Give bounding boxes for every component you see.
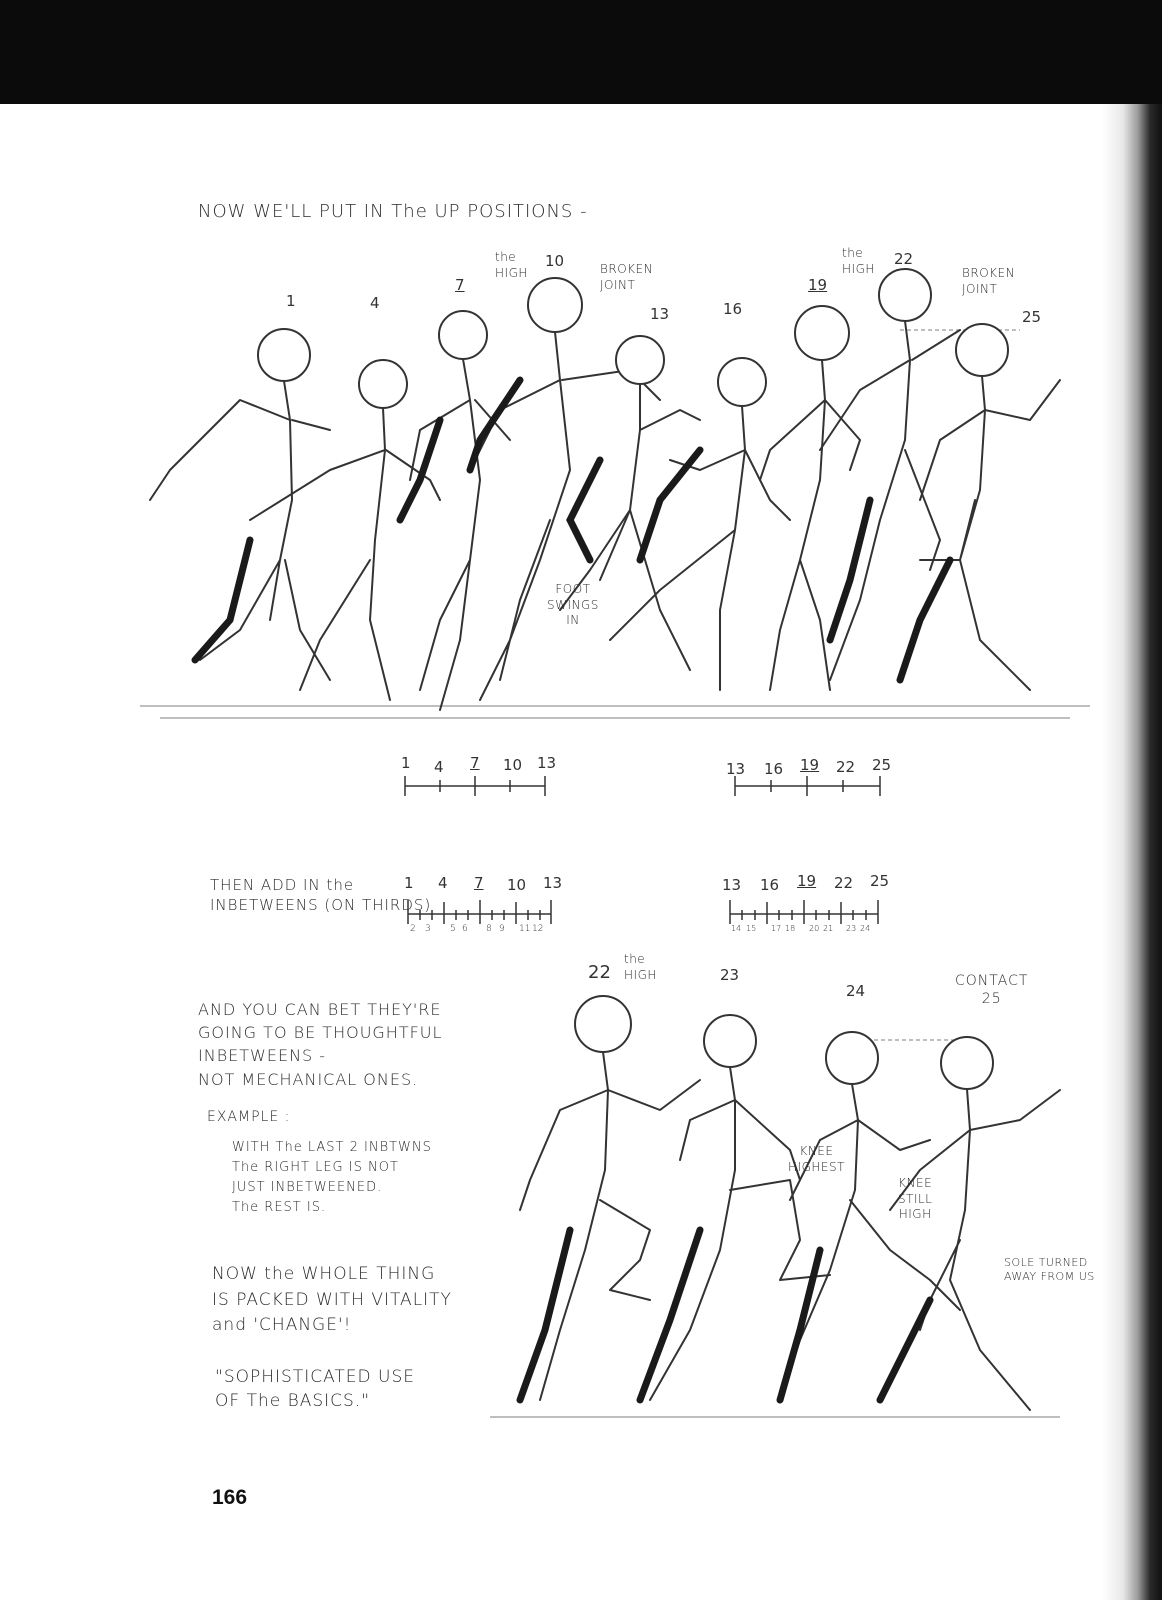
top-walk-figures	[150, 269, 1060, 710]
chart-a-tick-13: 13	[537, 754, 557, 772]
label-broken-joint-a: BROKEN JOINT	[600, 262, 654, 292]
frame-label-10: 10	[545, 252, 565, 270]
timing-chart-a	[405, 776, 545, 796]
bottom-label-contact-25: CONTACT 25	[955, 973, 1029, 1008]
note-example-label: EXAMPLE :	[207, 1109, 291, 1125]
chart-c-tick-7: 7	[474, 874, 484, 892]
page-heading: NOW WE'LL PUT IN The UP POSITIONS -	[198, 201, 588, 222]
label-broken-joint-b: BROKEN JOINT	[962, 266, 1016, 296]
chart-b-tick-16: 16	[764, 760, 784, 778]
chart-c-sub-3: 3	[425, 924, 431, 934]
frame-label-19: 19	[808, 276, 828, 294]
chart-d-sub-24: 24	[860, 924, 871, 933]
chart-d-tick-16: 16	[760, 876, 780, 894]
label-the-high-b: the HIGH	[842, 246, 875, 276]
timing-chart-b	[735, 776, 880, 796]
chart-a-tick-7: 7	[470, 754, 480, 772]
bottom-walk-figures	[520, 996, 1060, 1410]
frame-label-1: 1	[286, 292, 296, 310]
chart-d-sub-14: 14	[731, 924, 742, 933]
frame-label-7: 7	[455, 276, 465, 294]
chart-b-tick-22: 22	[836, 758, 856, 776]
chart-d-tick-25: 25	[870, 872, 890, 890]
note-quote: "SOPHISTICATED USE OF The BASICS."	[215, 1367, 416, 1411]
inbetweens-note: THEN ADD IN the INBETWEENS (ON THIRDS)	[210, 876, 432, 914]
timing-chart-d	[730, 900, 878, 924]
chart-d-tick-13: 13	[722, 876, 742, 894]
chart-c-sub-5: 5	[450, 924, 456, 934]
chart-a-tick-1: 1	[401, 754, 411, 772]
bottom-frame-label-23: 23	[720, 966, 740, 984]
chart-d-sub-21: 21	[823, 924, 834, 933]
chart-b-tick-25: 25	[872, 756, 892, 774]
chart-c-sub-12: 12	[532, 924, 544, 934]
chart-c-sub-9: 9	[499, 924, 505, 934]
chart-c-tick-1: 1	[404, 874, 414, 892]
label-the-high-a: the HIGH	[495, 250, 528, 280]
chart-c-tick-4: 4	[438, 874, 448, 892]
chart-d-sub-20: 20	[809, 924, 820, 933]
chart-d-sub-23: 23	[846, 924, 857, 933]
label-foot-swings-in: FOOT SWINGS IN	[547, 582, 599, 628]
chart-d-sub-15: 15	[746, 924, 757, 933]
frame-label-13: 13	[650, 305, 670, 323]
note-thoughtful-inbetweens: AND YOU CAN BET THEY'RE GOING TO BE THOUGHTFUL INBETWEENS - NOT MECHANICAL ONES.	[198, 1000, 443, 1089]
frame-label-22: 22	[894, 250, 914, 268]
chart-c-sub-11: 11	[519, 924, 531, 934]
bottom-frame-label-24: 24	[846, 982, 866, 1000]
chart-d-tick-22: 22	[834, 874, 854, 892]
chart-c-sub-2: 2	[410, 924, 416, 934]
bottom-label-the-high: the HIGH	[624, 952, 657, 982]
note-vitality: NOW the WHOLE THING IS PACKED WITH VITALITY and 'CHANGE'!	[212, 1264, 452, 1335]
label-knee-highest: KNEE HIGHEST	[788, 1144, 845, 1174]
chart-d-sub-17: 17	[771, 924, 782, 933]
chart-c-sub-6: 6	[462, 924, 468, 934]
chart-b-tick-13: 13	[726, 760, 746, 778]
chart-a-tick-4: 4	[434, 758, 444, 776]
bottom-frame-label-22: 22	[588, 962, 611, 983]
chart-d-tick-19: 19	[797, 872, 817, 890]
note-example-body: WITH The LAST 2 INBTWNS The RIGHT LEG IS NOT JUST INBETWEENED. The REST IS.	[232, 1140, 432, 1216]
label-sole-turned: SOLE TURNED AWAY FROM US	[1004, 1256, 1095, 1284]
frame-label-16: 16	[723, 300, 743, 318]
chart-b-tick-19: 19	[800, 756, 820, 774]
chart-c-tick-13: 13	[543, 874, 563, 892]
chart-c-sub-8: 8	[486, 924, 492, 934]
chart-d-sub-18: 18	[785, 924, 796, 933]
frame-label-25: 25	[1022, 308, 1042, 326]
chart-a-tick-10: 10	[503, 756, 523, 774]
frame-label-4: 4	[370, 294, 380, 312]
page-number: 166	[212, 1486, 248, 1509]
chart-c-tick-10: 10	[507, 876, 527, 894]
label-knee-still-high: KNEE STILL HIGH	[898, 1176, 933, 1222]
